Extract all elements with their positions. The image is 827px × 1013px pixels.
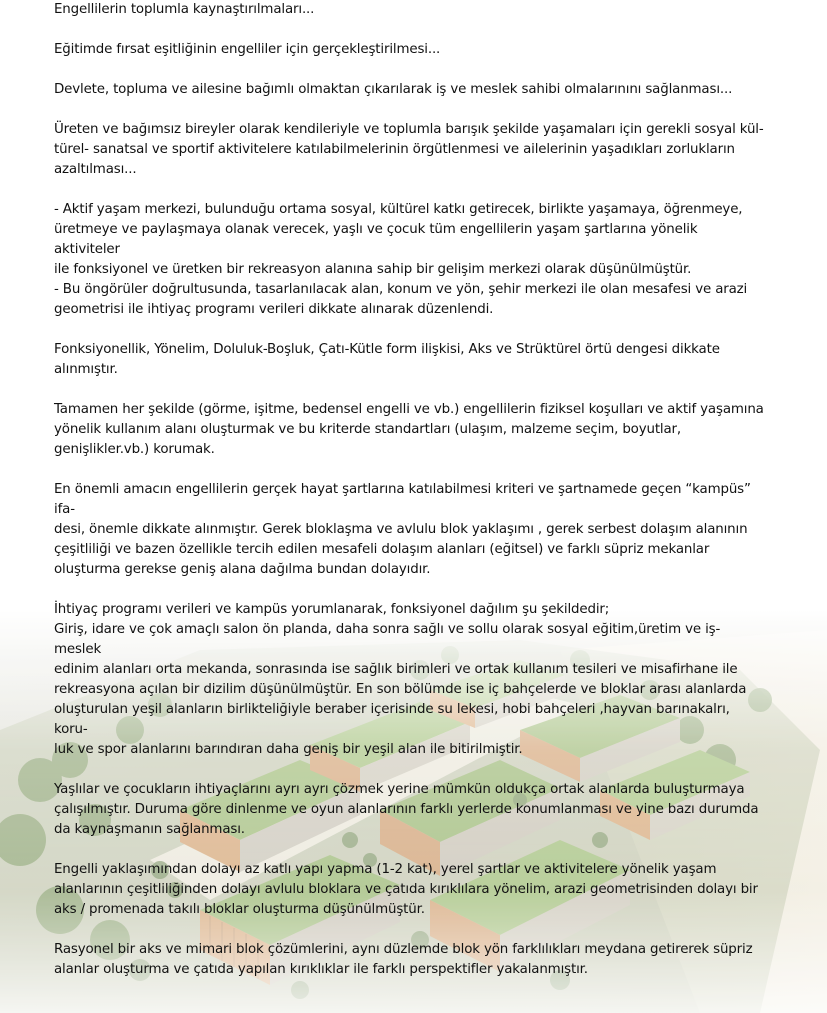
paragraph-accessibility: Tamamen her şekilde (görme, işitme, bedensel engelli ve vb.) engellilerin fiziksel koşulları ve aktif yaşamına yönelik kullanım alanı oluşturmak ve bu kriterde standartları (ulaşım, malzeme seçim, boyutlar, genişlikler.vb.) korumak. xyxy=(54,402,764,457)
paragraph-employment: Devlete, topluma ve ailesine bağımlı olmaktan çıkarılarak iş ve meslek sahibi olmalarınını sağlanması... xyxy=(54,82,733,97)
paragraph-low-rise: Engelli yaklaşımından dolayı az katlı yapı yapma (1-2 kat), yerel şartlar ve aktivitelere yönelik yaşam alanlarının çeşitliliğinden dolayı avlulu bloklara ve çatıda kırıklılara yönelim, arazi geometrisinden dolayı bir aks / promenada takılı bloklar oluşturma düşünülmüştür. xyxy=(54,862,758,917)
document-text xyxy=(54,0,766,980)
paragraph-elderly-children: Yaşlılar ve çocukların ihtiyaçlarını ayrı ayrı çözmek yerine mümkün oldukça ortak alanlarda buluşturmaya çalışılmıştır. Duruma göre dinlenme ve oyun alanlarının farklı yerlerde konumlanması ve yine bazı durumda da kaynaşmanın sağlanması. xyxy=(54,782,759,837)
paragraph-program: İhtiyaç programı verileri ve kampüs yorumlanarak, fonksiyonel dağılım şu şekildedir; Giriş, idare ve çok amaçlı salon ön planda, daha sonra sağlı ve sollu olarak sosyal eğitim,üretim ve iş-meslek edinim alanları orta mekanda, sonrasında ise sağlık birimleri ve ortak kullanım tesileri ve misafirhane ile rekreasyona açılan bir dizilim düşünülmüştür. En son bölümde ise iç bahçelerde ve bloklar arası alanlarda oluşturulan yeşil alanların birlikteliğiyle beraber içerisinde su lekesi, hobi bahçeleri ,hayvan barınakalrı, koru- luk ve spor alanlarını barındıran daha geniş bir yeşil alan ile bitirilmiştir. xyxy=(54,602,747,757)
paragraph-integration: Engellilerin toplumla kaynaştırılmaları... xyxy=(54,2,315,17)
paragraph-functionality: Fonksiyonellik, Yönelim, Doluluk-Boşluk, Çatı-Kütle form ilişkisi, Aks ve Strüktürel örtü dengesi dikkate alınmıştır. xyxy=(54,342,720,377)
paragraph-bullets: - Aktif yaşam merkezi, bulunduğu ortama sosyal, kültürel katkı getirecek, birlikte yaşamaya, öğrenmeye, üretmeye ve paylaşmaya olanak verecek, yaşlı ve çocuk tüm engellilerin yaşam şartlarına yönelik aktiviteler ile fonksiyonel ve üretken bir rekreasyon alanına sahip bir gelişim merkezi olarak düşünülmüştür. - Bu öngörüler doğrultusunda, tasarlanılacak alan, konum ve yön, şehir merkezi ile olan mesafesi ve arazi geometrisi ile ihtiyaç programı verileri dikkate alınarak düzenlendi. xyxy=(54,202,748,317)
paragraph-campus: En önemli amacın engellilerin gerçek hayat şartlarına katılabilmesi kriteri ve şartnamede geçen “kampüs” ifa- desi, önemle dikkate alınmıştır. Gerek bloklaşma ve avlulu blok yaklaşımı , gerek serbest dolaşım alanının çeşitliliği ve bazen özellikle tercih edilen mesafeli dolaşım alanları (eğitsel) ve farklı süpriz mekanlar oluşturma gerekse geniş alana dağılma bundan dolayıdır. xyxy=(54,482,751,577)
paragraph-equal-opportunity: Eğitimde fırsat eşitliğinin engelliler için gerçekleştirilmesi... xyxy=(54,42,441,57)
paragraph-rational-axis: Rasyonel bir aks ve mimari blok çözümlerini, aynı düzlemde blok yön farklılıkları meydana getirerek süpriz alanlar oluşturma ve çatıda yapılan kırıklıklar ile farklı perspektifler yakalanmıştır. xyxy=(54,942,753,977)
paragraph-social-activities: Üreten ve bağımsız bireyler olarak kendileriyle ve toplumla barışık şekilde yaşamaları için gerekli sosyal kül- türel- sanatsal ve sportif aktivitelere katılabilmelerinin örgütlenmesi ve ailelerinin yaşadıkları zorlukların azaltılması... xyxy=(54,122,764,177)
